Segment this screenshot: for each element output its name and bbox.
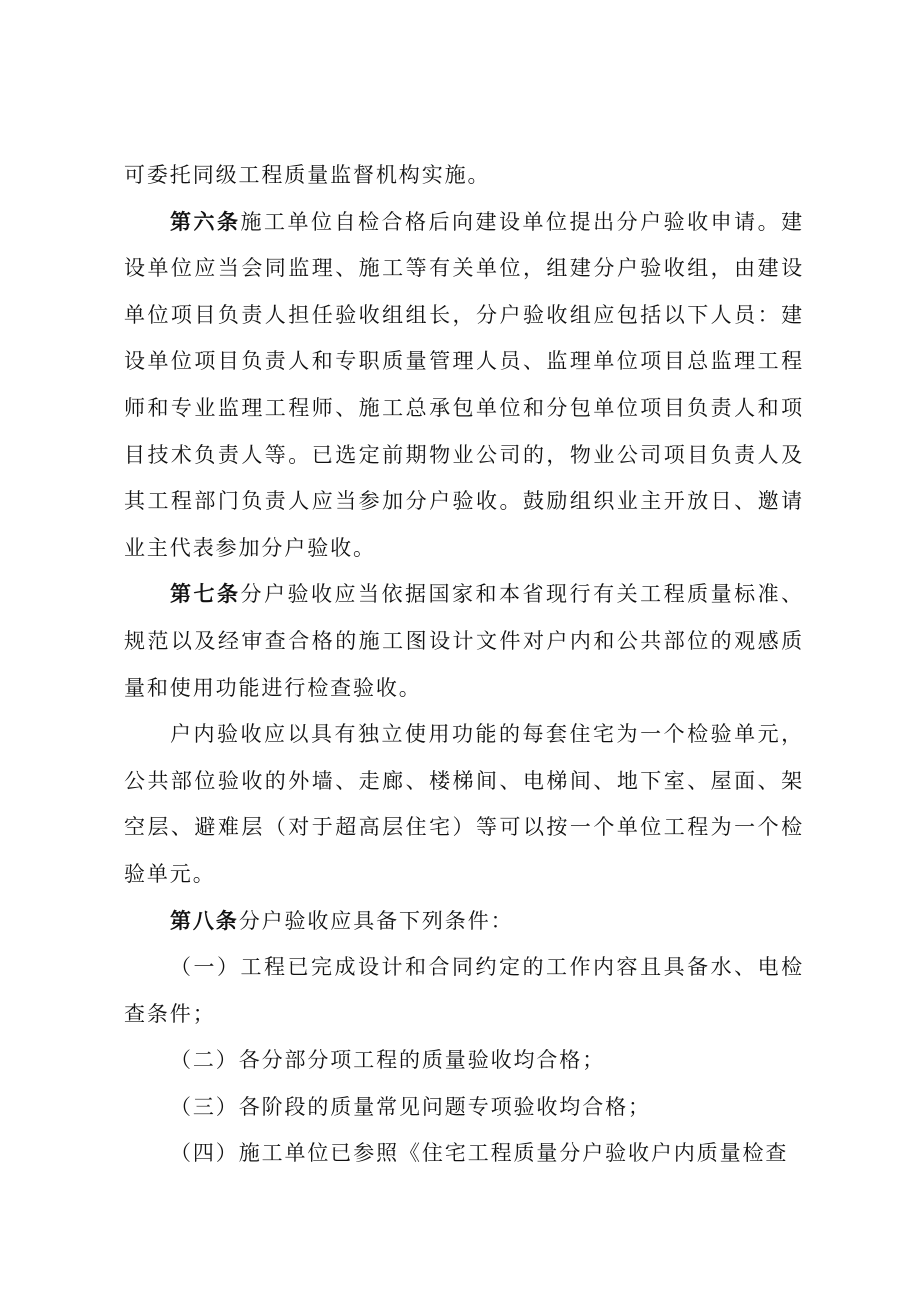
paragraph-article-8 xyxy=(124,898,804,945)
list-item-3 xyxy=(124,1084,804,1131)
paragraph-text: 可委托同级工程质量监督机构实施。 xyxy=(124,163,491,187)
paragraph-text: 户内验收应以具有独立使用功能的每套住宅为一个检验单元，公共部位验收的外墙、走廊、楼梯间、电梯间、地下室、屋面、架空层、避难层（对于超高层住宅）等可以按一个单位工程为一个检验单元。 xyxy=(124,722,804,886)
paragraph-article-7-sub xyxy=(124,711,804,897)
article-heading: 第八条 xyxy=(170,908,239,933)
list-item-4 xyxy=(124,1130,804,1177)
list-item-2 xyxy=(124,1037,804,1084)
article-heading: 第七条 xyxy=(170,582,241,607)
list-item-text: （一）工程已完成设计和合同约定的工作内容且具备水、电检查条件； xyxy=(124,955,804,1026)
paragraph-article-6 xyxy=(124,199,804,572)
list-item-text: （三）各阶段的质量常见问题专项验收均合格； xyxy=(170,1094,651,1119)
document-body xyxy=(124,152,804,1177)
paragraph-text: 施工单位自检合格后向建设单位提出分户验收申请。建设单位应当会同监理、施工等有关单位，组建分户验收组，由建设单位项目负责人担任验收组组长，分户验收组应包括以下人员：建设单位项目负责人和专职质量管理人员、监理单位项目总监理工程师和专业监理工程师、施工总承包单位和分包单位项目负责人和项目技术负责人等。已选定前期物业公司的，物业公司项目负责人及其工程部门负责人应当参加分户验收。鼓励组织业主开放日、邀请业主代表参加分户验收。 xyxy=(124,209,804,560)
article-heading: 第六条 xyxy=(170,209,241,234)
paragraph-text: 分户验收应具备下列条件： xyxy=(238,908,514,933)
paragraph-text: 分户验收应当依据国家和本省现行有关工程质量标准、规范以及经审查合格的施工图设计文件对户内和公共部位的观感质量和使用功能进行检查验收。 xyxy=(124,582,804,700)
paragraph-continuation xyxy=(124,152,804,199)
paragraph-article-7 xyxy=(124,571,804,711)
list-item-text: （四）施工单位已参照《住宅工程质量分户验收户内质量检查 xyxy=(170,1141,789,1166)
list-item-text: （二）各分部分项工程的质量验收均合格； xyxy=(170,1048,606,1073)
list-item-1 xyxy=(124,944,804,1037)
